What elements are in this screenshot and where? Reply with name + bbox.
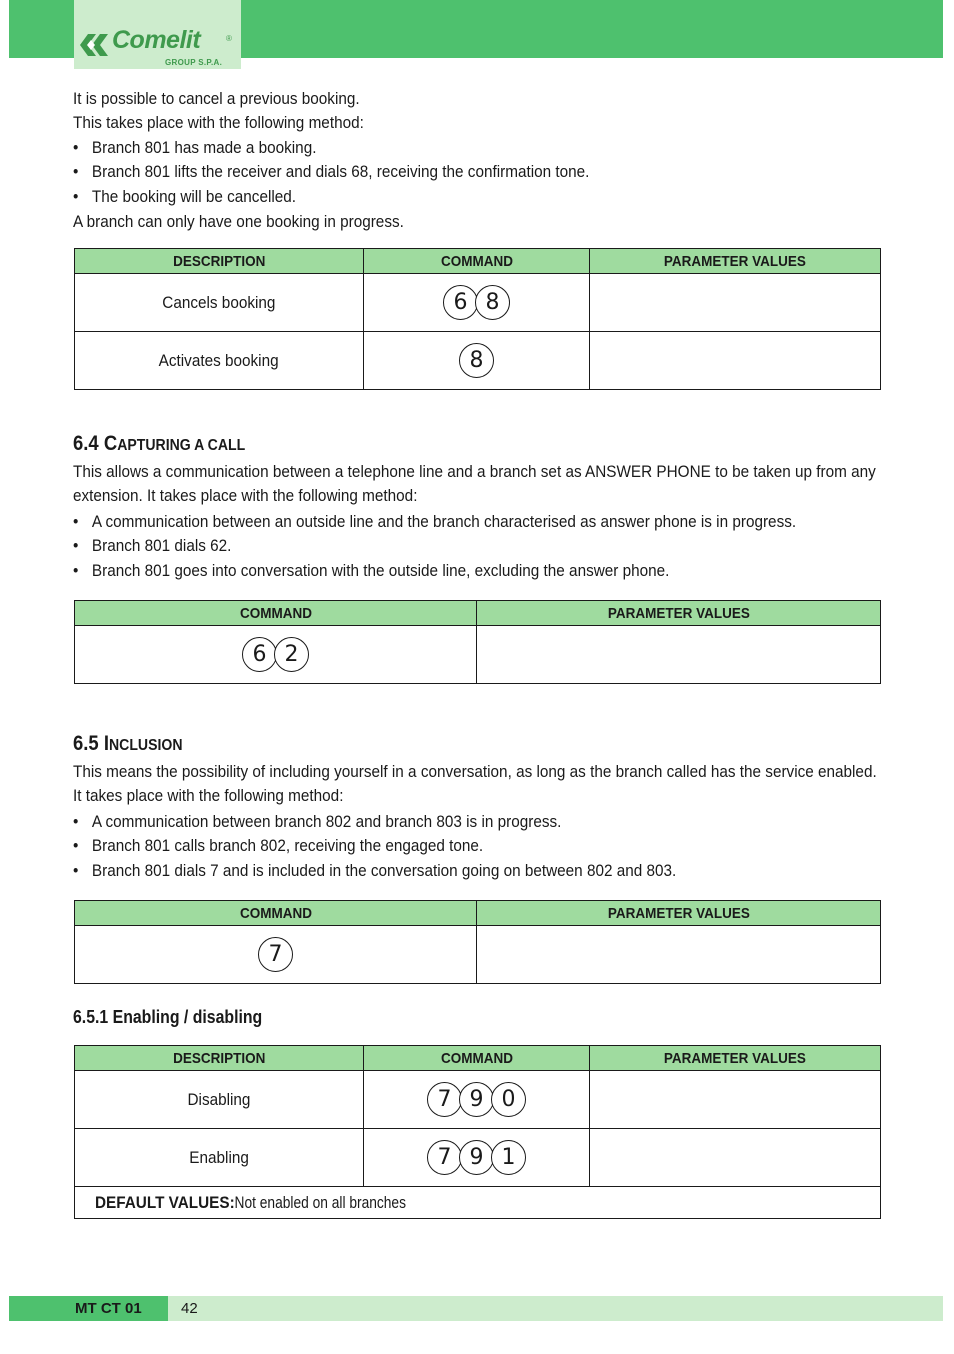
key-sequence (427, 1140, 526, 1175)
parameter-cell (590, 1071, 881, 1129)
command-cell (364, 1129, 590, 1187)
parameter-cell (477, 926, 881, 984)
column-header-parameter-values: PARAMETER VALUES (477, 601, 881, 626)
key-7-icon: 7 (427, 1140, 462, 1175)
key-sequence (258, 937, 293, 972)
key-sequence (242, 637, 309, 672)
parameter-cell (590, 1129, 881, 1187)
intro-bullet: • Branch 801 has made a booking. (73, 138, 317, 157)
section-6-4-bullet: • A communication between an outside line and the branch characterised as answer phone is in progress. (73, 512, 797, 531)
parameter-cell (590, 274, 881, 332)
intro-line-2: This takes place with the following method: (73, 113, 364, 132)
section-6-5-1-heading: 6.5.1 Enabling / disabling (73, 1007, 263, 1027)
table-row (75, 1071, 881, 1129)
table-header-row (75, 601, 881, 626)
intro-line-1: It is possible to cancel a previous booking. (73, 89, 360, 108)
table-row (75, 274, 881, 332)
command-cell (364, 332, 590, 390)
default-values-row (75, 1187, 881, 1219)
section-6-4-bullet: • Branch 801 goes into conversation with the outside line, excluding the answer phone. (73, 561, 670, 580)
section-6-5-paragraph: This means the possibility of including yourself in a conversation, as long as the branch called has the service enabled. It takes place with the following method: (73, 762, 877, 805)
table-header-row (75, 249, 881, 274)
section-6-4-paragraph: This allows a communication between a telephone line and a branch set as ANSWER PHONE to be taken up from any extension. It takes place with the following method: (73, 462, 876, 505)
column-header-parameter-values: PARAMETER VALUES (590, 249, 881, 274)
intro-bullet: • Branch 801 lifts the receiver and dials 68, receiving the confirmation tone. (73, 162, 590, 181)
logo-subtitle: GROUP S.P.A. (165, 58, 223, 67)
command-cell (364, 274, 590, 332)
column-header-parameter-values: PARAMETER VALUES (590, 1046, 881, 1071)
key-6-icon: 6 (443, 285, 478, 320)
table-row (75, 1129, 881, 1187)
command-cell (75, 926, 477, 984)
column-header-command: COMMAND (364, 1046, 590, 1071)
booking-command-table (74, 248, 881, 390)
key-9-icon: 9 (459, 1082, 494, 1117)
command-cell (75, 626, 477, 684)
column-header-parameter-values: PARAMETER VALUES (477, 901, 881, 926)
column-header-command: COMMAND (75, 601, 477, 626)
table-header-row (75, 1046, 881, 1071)
comelit-logo-icon (78, 30, 112, 60)
default-values-text: Not enabled on all branches (234, 1192, 407, 1212)
intro-bullet: • The booking will be cancelled. (73, 187, 297, 206)
default-values-label: DEFAULT VALUES: (95, 1192, 235, 1212)
section-6-5-bullet: • A communication between branch 802 and branch 803 is in progress. (73, 812, 562, 831)
description-cell: Activates booking (75, 332, 364, 390)
key-7-icon: 7 (258, 937, 293, 972)
inclusion-command-table (74, 900, 881, 984)
capture-call-command-table (74, 600, 881, 684)
logo-text: Comelit (112, 26, 201, 54)
section-6-5-heading: 6.5 INCLUSION (73, 732, 183, 755)
document-code: MT CT 01 (75, 1300, 142, 1317)
key-2-icon: 2 (274, 637, 309, 672)
section-6-5-bullet: • Branch 801 dials 7 and is included in the conversation going on between 802 and 803. (73, 861, 677, 880)
logo-registered-mark: ® (226, 34, 232, 43)
key-0-icon: 0 (491, 1082, 526, 1117)
table-row (75, 332, 881, 390)
section-6-4-heading: 6.4 CAPTURING A CALL (73, 432, 246, 455)
default-values-cell (75, 1187, 881, 1219)
column-header-description: DESCRIPTION (75, 1046, 364, 1071)
key-8-icon: 8 (459, 343, 494, 378)
key-sequence (427, 1082, 526, 1117)
key-9-icon: 9 (459, 1140, 494, 1175)
column-header-command: COMMAND (75, 901, 477, 926)
logo (74, 0, 241, 69)
parameter-cell (477, 626, 881, 684)
column-header-command: COMMAND (364, 249, 590, 274)
description-cell: Cancels booking (75, 274, 364, 332)
table-row (75, 926, 881, 984)
description-cell: Enabling (75, 1129, 364, 1187)
key-1-icon: 1 (491, 1140, 526, 1175)
command-cell (364, 1071, 590, 1129)
parameter-cell (590, 332, 881, 390)
column-header-description: DESCRIPTION (75, 249, 364, 274)
table-row (75, 626, 881, 684)
enable-disable-command-table (74, 1045, 881, 1219)
page-number: 42 (181, 1300, 198, 1317)
key-sequence (443, 285, 510, 320)
section-6-5-bullet: • Branch 801 calls branch 802, receiving the engaged tone. (73, 836, 484, 855)
key-6-icon: 6 (242, 637, 277, 672)
key-8-icon: 8 (475, 285, 510, 320)
key-7-icon: 7 (427, 1082, 462, 1117)
section-6-4-bullet: • Branch 801 dials 62. (73, 536, 232, 555)
table-header-row (75, 901, 881, 926)
intro-line-3: A branch can only have one booking in progress. (73, 212, 404, 231)
key-sequence (459, 343, 494, 378)
description-cell: Disabling (75, 1071, 364, 1129)
